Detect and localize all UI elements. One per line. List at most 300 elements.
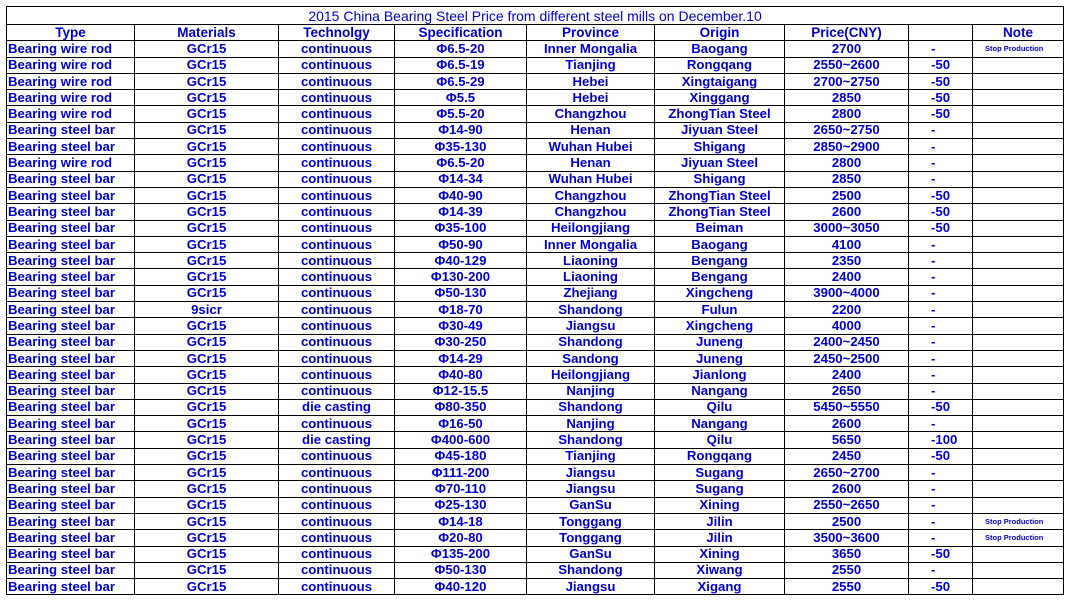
cell-province[interactable]: Nanjing <box>527 416 655 432</box>
header-change[interactable] <box>909 25 973 41</box>
cell-specification[interactable]: Φ35-100 <box>395 220 527 236</box>
cell-technology[interactable]: continuous <box>279 73 395 89</box>
cell-specification[interactable]: Φ16-50 <box>395 416 527 432</box>
cell-change[interactable]: -50 <box>909 187 973 203</box>
cell-specification[interactable]: Φ30-250 <box>395 334 527 350</box>
cell-technology[interactable]: continuous <box>279 236 395 252</box>
cell-specification[interactable]: Φ50-130 <box>395 562 527 578</box>
cell-technology[interactable]: continuous <box>279 302 395 318</box>
cell-origin[interactable]: Jilin <box>655 530 785 546</box>
cell-technology[interactable]: continuous <box>279 497 395 513</box>
cell-specification[interactable]: Φ14-18 <box>395 513 527 529</box>
header-materials[interactable]: Materials <box>135 25 279 41</box>
cell-price[interactable]: 2850 <box>785 90 909 106</box>
cell-change[interactable]: - <box>909 253 973 269</box>
cell-province[interactable]: Henan <box>527 155 655 171</box>
cell-type[interactable]: Bearing steel bar <box>7 334 135 350</box>
cell-province[interactable]: Shandong <box>527 302 655 318</box>
cell-note[interactable] <box>973 302 1064 318</box>
cell-note[interactable] <box>973 269 1064 285</box>
cell-material[interactable]: GCr15 <box>135 530 279 546</box>
cell-origin[interactable]: Sugang <box>655 465 785 481</box>
cell-type[interactable]: Bearing steel bar <box>7 350 135 366</box>
cell-type[interactable]: Bearing steel bar <box>7 367 135 383</box>
cell-change[interactable]: - <box>909 41 973 57</box>
header-type[interactable]: Type <box>7 25 135 41</box>
cell-change[interactable]: - <box>909 513 973 529</box>
cell-price[interactable]: 2700~2750 <box>785 73 909 89</box>
cell-province[interactable]: Liaoning <box>527 253 655 269</box>
cell-price[interactable]: 2550 <box>785 562 909 578</box>
cell-technology[interactable]: continuous <box>279 285 395 301</box>
cell-origin[interactable]: Xingtaigang <box>655 73 785 89</box>
cell-price[interactable]: 2450 <box>785 448 909 464</box>
cell-price[interactable]: 2500 <box>785 187 909 203</box>
cell-specification[interactable]: Φ400-600 <box>395 432 527 448</box>
cell-change[interactable]: - <box>909 139 973 155</box>
cell-origin[interactable]: Fulun <box>655 302 785 318</box>
cell-note[interactable] <box>973 383 1064 399</box>
cell-type[interactable]: Bearing steel bar <box>7 302 135 318</box>
cell-origin[interactable]: Xigang <box>655 579 785 595</box>
cell-material[interactable]: GCr15 <box>135 285 279 301</box>
cell-technology[interactable]: continuous <box>279 57 395 73</box>
cell-price[interactable]: 3900~4000 <box>785 285 909 301</box>
cell-change[interactable]: - <box>909 350 973 366</box>
cell-type[interactable]: Bearing wire rod <box>7 41 135 57</box>
cell-material[interactable]: GCr15 <box>135 399 279 415</box>
cell-technology[interactable]: continuous <box>279 269 395 285</box>
cell-material[interactable]: GCr15 <box>135 334 279 350</box>
cell-note[interactable] <box>973 122 1064 138</box>
cell-material[interactable]: 9sicr <box>135 302 279 318</box>
cell-price[interactable]: 3000~3050 <box>785 220 909 236</box>
cell-origin[interactable]: ZhongTian Steel <box>655 187 785 203</box>
cell-technology[interactable]: continuous <box>279 350 395 366</box>
cell-type[interactable]: Bearing steel bar <box>7 269 135 285</box>
cell-specification[interactable]: Φ6.5-20 <box>395 155 527 171</box>
cell-material[interactable]: GCr15 <box>135 579 279 595</box>
cell-change[interactable]: - <box>909 285 973 301</box>
cell-specification[interactable]: Φ14-90 <box>395 122 527 138</box>
cell-note[interactable] <box>973 546 1064 562</box>
header-note[interactable]: Note <box>973 25 1064 41</box>
cell-specification[interactable]: Φ5.5 <box>395 90 527 106</box>
cell-change[interactable]: - <box>909 269 973 285</box>
cell-price[interactable]: 2650~2750 <box>785 122 909 138</box>
cell-type[interactable]: Bearing steel bar <box>7 204 135 220</box>
cell-origin[interactable]: Xining <box>655 546 785 562</box>
cell-change[interactable]: - <box>909 481 973 497</box>
cell-province[interactable]: Jiangsu <box>527 579 655 595</box>
cell-material[interactable]: GCr15 <box>135 416 279 432</box>
cell-note[interactable] <box>973 399 1064 415</box>
cell-change[interactable]: -50 <box>909 90 973 106</box>
cell-price[interactable]: 2550 <box>785 579 909 595</box>
cell-province[interactable]: Shandong <box>527 432 655 448</box>
cell-price[interactable]: 5450~5550 <box>785 399 909 415</box>
cell-note[interactable] <box>973 367 1064 383</box>
cell-price[interactable]: 2550~2600 <box>785 57 909 73</box>
header-province[interactable]: Province <box>527 25 655 41</box>
cell-technology[interactable]: continuous <box>279 530 395 546</box>
cell-origin[interactable]: Qilu <box>655 399 785 415</box>
cell-type[interactable]: Bearing steel bar <box>7 318 135 334</box>
cell-province[interactable]: Tianjing <box>527 448 655 464</box>
cell-province[interactable]: GanSu <box>527 546 655 562</box>
cell-specification[interactable]: Φ35-130 <box>395 139 527 155</box>
cell-type[interactable]: Bearing steel bar <box>7 448 135 464</box>
cell-type[interactable]: Bearing steel bar <box>7 546 135 562</box>
cell-province[interactable]: Shandong <box>527 562 655 578</box>
cell-type[interactable]: Bearing steel bar <box>7 285 135 301</box>
cell-price[interactable]: 2850 <box>785 171 909 187</box>
cell-change[interactable]: - <box>909 334 973 350</box>
cell-technology[interactable]: continuous <box>279 579 395 595</box>
cell-material[interactable]: GCr15 <box>135 220 279 236</box>
cell-type[interactable]: Bearing wire rod <box>7 155 135 171</box>
cell-material[interactable]: GCr15 <box>135 57 279 73</box>
cell-origin[interactable]: Xingcheng <box>655 318 785 334</box>
cell-province[interactable]: Changzhou <box>527 187 655 203</box>
cell-price[interactable]: 2450~2500 <box>785 350 909 366</box>
cell-price[interactable]: 4100 <box>785 236 909 252</box>
cell-technology[interactable]: continuous <box>279 106 395 122</box>
cell-province[interactable]: Jiangsu <box>527 481 655 497</box>
cell-province[interactable]: GanSu <box>527 497 655 513</box>
cell-material[interactable]: GCr15 <box>135 318 279 334</box>
cell-price[interactable]: 2400 <box>785 367 909 383</box>
cell-type[interactable]: Bearing steel bar <box>7 432 135 448</box>
cell-technology[interactable]: die casting <box>279 432 395 448</box>
cell-material[interactable]: GCr15 <box>135 546 279 562</box>
cell-province[interactable]: Heilongjiang <box>527 367 655 383</box>
cell-origin[interactable]: Xingcheng <box>655 285 785 301</box>
cell-note[interactable] <box>973 106 1064 122</box>
cell-price[interactable]: 2800 <box>785 106 909 122</box>
cell-material[interactable]: GCr15 <box>135 122 279 138</box>
cell-specification[interactable]: Φ14-39 <box>395 204 527 220</box>
cell-province[interactable]: Zhejiang <box>527 285 655 301</box>
cell-type[interactable]: Bearing steel bar <box>7 171 135 187</box>
cell-type[interactable]: Bearing wire rod <box>7 106 135 122</box>
cell-specification[interactable]: Φ50-130 <box>395 285 527 301</box>
cell-change[interactable]: -50 <box>909 399 973 415</box>
cell-province[interactable]: Changzhou <box>527 106 655 122</box>
cell-province[interactable]: Jiangsu <box>527 318 655 334</box>
cell-change[interactable]: - <box>909 383 973 399</box>
cell-change[interactable]: - <box>909 416 973 432</box>
cell-note[interactable]: Stop Production <box>973 41 1064 57</box>
cell-technology[interactable]: continuous <box>279 204 395 220</box>
cell-specification[interactable]: Φ70-110 <box>395 481 527 497</box>
cell-specification[interactable]: Φ40-90 <box>395 187 527 203</box>
cell-technology[interactable]: continuous <box>279 187 395 203</box>
cell-change[interactable]: - <box>909 530 973 546</box>
cell-material[interactable]: GCr15 <box>135 236 279 252</box>
cell-technology[interactable]: continuous <box>279 481 395 497</box>
cell-note[interactable] <box>973 73 1064 89</box>
cell-note[interactable] <box>973 90 1064 106</box>
cell-specification[interactable]: Φ40-80 <box>395 367 527 383</box>
cell-change[interactable]: -50 <box>909 220 973 236</box>
cell-material[interactable]: GCr15 <box>135 187 279 203</box>
cell-note[interactable] <box>973 432 1064 448</box>
table-title[interactable]: 2015 China Bearing Steel Price from different steel mills on December.10 <box>7 7 1064 25</box>
cell-origin[interactable]: Shigang <box>655 171 785 187</box>
cell-technology[interactable]: continuous <box>279 562 395 578</box>
cell-change[interactable]: -50 <box>909 546 973 562</box>
cell-price[interactable]: 2350 <box>785 253 909 269</box>
cell-note[interactable] <box>973 465 1064 481</box>
cell-technology[interactable]: continuous <box>279 513 395 529</box>
cell-technology[interactable]: continuous <box>279 318 395 334</box>
cell-material[interactable]: GCr15 <box>135 90 279 106</box>
cell-material[interactable]: GCr15 <box>135 465 279 481</box>
cell-type[interactable]: Bearing steel bar <box>7 187 135 203</box>
cell-province[interactable]: Tonggang <box>527 530 655 546</box>
cell-type[interactable]: Bearing wire rod <box>7 90 135 106</box>
cell-price[interactable]: 2550~2650 <box>785 497 909 513</box>
cell-price[interactable]: 5650 <box>785 432 909 448</box>
cell-price[interactable]: 4000 <box>785 318 909 334</box>
cell-province[interactable]: Changzhou <box>527 204 655 220</box>
cell-change[interactable]: -50 <box>909 579 973 595</box>
cell-origin[interactable]: ZhongTian Steel <box>655 106 785 122</box>
cell-type[interactable]: Bearing steel bar <box>7 220 135 236</box>
cell-note[interactable] <box>973 187 1064 203</box>
cell-note[interactable] <box>973 448 1064 464</box>
cell-origin[interactable]: Beiman <box>655 220 785 236</box>
cell-origin[interactable]: Rongqang <box>655 448 785 464</box>
cell-province[interactable]: Henan <box>527 122 655 138</box>
header-specification[interactable]: Specification <box>395 25 527 41</box>
cell-specification[interactable]: Φ40-129 <box>395 253 527 269</box>
cell-province[interactable]: Liaoning <box>527 269 655 285</box>
cell-technology[interactable]: continuous <box>279 334 395 350</box>
cell-note[interactable] <box>973 155 1064 171</box>
cell-specification[interactable]: Φ111-200 <box>395 465 527 481</box>
cell-price[interactable]: 2800 <box>785 155 909 171</box>
cell-note[interactable] <box>973 285 1064 301</box>
cell-province[interactable]: Inner Mongalia <box>527 236 655 252</box>
cell-specification[interactable]: Φ6.5-20 <box>395 41 527 57</box>
cell-technology[interactable]: continuous <box>279 220 395 236</box>
cell-material[interactable]: GCr15 <box>135 432 279 448</box>
cell-change[interactable]: - <box>909 236 973 252</box>
cell-material[interactable]: GCr15 <box>135 350 279 366</box>
cell-change[interactable]: - <box>909 465 973 481</box>
cell-specification[interactable]: Φ30-49 <box>395 318 527 334</box>
cell-price[interactable]: 2500 <box>785 513 909 529</box>
cell-province[interactable]: Hebei <box>527 73 655 89</box>
cell-province[interactable]: Shandong <box>527 334 655 350</box>
cell-change[interactable]: -50 <box>909 106 973 122</box>
cell-note[interactable] <box>973 497 1064 513</box>
cell-technology[interactable]: die casting <box>279 399 395 415</box>
cell-origin[interactable]: Bengang <box>655 253 785 269</box>
cell-price[interactable]: 2600 <box>785 481 909 497</box>
cell-type[interactable]: Bearing steel bar <box>7 122 135 138</box>
cell-note[interactable] <box>973 481 1064 497</box>
cell-province[interactable]: Tianjing <box>527 57 655 73</box>
cell-technology[interactable]: continuous <box>279 383 395 399</box>
cell-material[interactable]: GCr15 <box>135 253 279 269</box>
cell-technology[interactable]: continuous <box>279 448 395 464</box>
cell-type[interactable]: Bearing steel bar <box>7 497 135 513</box>
cell-price[interactable]: 2850~2900 <box>785 139 909 155</box>
cell-technology[interactable]: continuous <box>279 122 395 138</box>
cell-technology[interactable]: continuous <box>279 90 395 106</box>
cell-technology[interactable]: continuous <box>279 41 395 57</box>
cell-change[interactable]: - <box>909 318 973 334</box>
cell-origin[interactable]: Rongqang <box>655 57 785 73</box>
cell-province[interactable]: Tonggang <box>527 513 655 529</box>
cell-change[interactable]: - <box>909 367 973 383</box>
cell-change[interactable]: - <box>909 497 973 513</box>
cell-type[interactable]: Bearing steel bar <box>7 513 135 529</box>
cell-specification[interactable]: Φ12-15.5 <box>395 383 527 399</box>
cell-origin[interactable]: Baogang <box>655 236 785 252</box>
cell-province[interactable]: Wuhan Hubei <box>527 139 655 155</box>
cell-change[interactable]: -50 <box>909 204 973 220</box>
cell-note[interactable] <box>973 334 1064 350</box>
cell-specification[interactable]: Φ80-350 <box>395 399 527 415</box>
cell-origin[interactable]: Nangang <box>655 383 785 399</box>
cell-material[interactable]: GCr15 <box>135 367 279 383</box>
cell-type[interactable]: Bearing steel bar <box>7 139 135 155</box>
cell-origin[interactable]: Xinggang <box>655 90 785 106</box>
cell-origin[interactable]: Baogang <box>655 41 785 57</box>
cell-type[interactable]: Bearing steel bar <box>7 465 135 481</box>
cell-origin[interactable]: Xining <box>655 497 785 513</box>
cell-origin[interactable]: Sugang <box>655 481 785 497</box>
cell-type[interactable]: Bearing steel bar <box>7 236 135 252</box>
cell-material[interactable]: GCr15 <box>135 73 279 89</box>
cell-province[interactable]: Hebei <box>527 90 655 106</box>
cell-change[interactable]: -50 <box>909 73 973 89</box>
cell-note[interactable] <box>973 220 1064 236</box>
cell-province[interactable]: Wuhan Hubei <box>527 171 655 187</box>
cell-origin[interactable]: Juneng <box>655 334 785 350</box>
cell-material[interactable]: GCr15 <box>135 269 279 285</box>
cell-type[interactable]: Bearing steel bar <box>7 562 135 578</box>
cell-origin[interactable]: Jilin <box>655 513 785 529</box>
cell-province[interactable]: Shandong <box>527 399 655 415</box>
cell-change[interactable]: - <box>909 302 973 318</box>
cell-note[interactable] <box>973 318 1064 334</box>
header-origin[interactable]: Origin <box>655 25 785 41</box>
cell-origin[interactable]: Nangang <box>655 416 785 432</box>
cell-origin[interactable]: ZhongTian Steel <box>655 204 785 220</box>
cell-material[interactable]: GCr15 <box>135 383 279 399</box>
cell-material[interactable]: GCr15 <box>135 448 279 464</box>
cell-type[interactable]: Bearing steel bar <box>7 383 135 399</box>
cell-origin[interactable]: Xiwang <box>655 562 785 578</box>
header-price[interactable]: Price(CNY) <box>785 25 909 41</box>
cell-material[interactable]: GCr15 <box>135 513 279 529</box>
cell-change[interactable]: -50 <box>909 448 973 464</box>
cell-price[interactable]: 2650~2700 <box>785 465 909 481</box>
cell-change[interactable]: - <box>909 122 973 138</box>
cell-technology[interactable]: continuous <box>279 155 395 171</box>
cell-material[interactable]: GCr15 <box>135 41 279 57</box>
cell-specification[interactable]: Φ45-180 <box>395 448 527 464</box>
cell-province[interactable]: Nanjing <box>527 383 655 399</box>
cell-type[interactable]: Bearing wire rod <box>7 73 135 89</box>
cell-type[interactable]: Bearing steel bar <box>7 579 135 595</box>
cell-note[interactable] <box>973 416 1064 432</box>
cell-material[interactable]: GCr15 <box>135 562 279 578</box>
cell-material[interactable]: GCr15 <box>135 204 279 220</box>
cell-specification[interactable]: Φ18-70 <box>395 302 527 318</box>
cell-price[interactable]: 3500~3600 <box>785 530 909 546</box>
cell-price[interactable]: 2650 <box>785 383 909 399</box>
cell-technology[interactable]: continuous <box>279 171 395 187</box>
cell-change[interactable]: - <box>909 562 973 578</box>
header-technology[interactable]: Technolgy <box>279 25 395 41</box>
cell-technology[interactable]: continuous <box>279 416 395 432</box>
cell-price[interactable]: 2600 <box>785 416 909 432</box>
cell-note[interactable] <box>973 139 1064 155</box>
cell-material[interactable]: GCr15 <box>135 155 279 171</box>
cell-technology[interactable]: continuous <box>279 546 395 562</box>
cell-specification[interactable]: Φ6.5-29 <box>395 73 527 89</box>
cell-material[interactable]: GCr15 <box>135 106 279 122</box>
cell-specification[interactable]: Φ20-80 <box>395 530 527 546</box>
cell-specification[interactable]: Φ14-29 <box>395 350 527 366</box>
cell-specification[interactable]: Φ25-130 <box>395 497 527 513</box>
cell-specification[interactable]: Φ5.5-20 <box>395 106 527 122</box>
cell-price[interactable]: 2400 <box>785 269 909 285</box>
cell-specification[interactable]: Φ135-200 <box>395 546 527 562</box>
cell-type[interactable]: Bearing wire rod <box>7 57 135 73</box>
cell-province[interactable]: Jiangsu <box>527 465 655 481</box>
cell-province[interactable]: Sandong <box>527 350 655 366</box>
cell-type[interactable]: Bearing steel bar <box>7 530 135 546</box>
cell-note[interactable] <box>973 236 1064 252</box>
cell-specification[interactable]: Φ40-120 <box>395 579 527 595</box>
cell-note[interactable]: Stop Production <box>973 513 1064 529</box>
cell-origin[interactable]: Jiyuan Steel <box>655 155 785 171</box>
cell-price[interactable]: 2200 <box>785 302 909 318</box>
cell-material[interactable]: GCr15 <box>135 497 279 513</box>
cell-note[interactable] <box>973 253 1064 269</box>
cell-type[interactable]: Bearing steel bar <box>7 253 135 269</box>
cell-origin[interactable]: Shigang <box>655 139 785 155</box>
cell-origin[interactable]: Juneng <box>655 350 785 366</box>
cell-origin[interactable]: Bengang <box>655 269 785 285</box>
cell-technology[interactable]: continuous <box>279 139 395 155</box>
cell-province[interactable]: Inner Mongalia <box>527 41 655 57</box>
cell-note[interactable] <box>973 57 1064 73</box>
cell-note[interactable]: Stop Production <box>973 530 1064 546</box>
cell-material[interactable]: GCr15 <box>135 139 279 155</box>
cell-note[interactable] <box>973 204 1064 220</box>
cell-technology[interactable]: continuous <box>279 367 395 383</box>
cell-note[interactable] <box>973 562 1064 578</box>
cell-material[interactable]: GCr15 <box>135 481 279 497</box>
cell-note[interactable] <box>973 171 1064 187</box>
cell-note[interactable] <box>973 350 1064 366</box>
cell-type[interactable]: Bearing steel bar <box>7 481 135 497</box>
cell-price[interactable]: 2400~2450 <box>785 334 909 350</box>
cell-change[interactable]: - <box>909 171 973 187</box>
cell-price[interactable]: 2600 <box>785 204 909 220</box>
cell-technology[interactable]: continuous <box>279 253 395 269</box>
cell-type[interactable]: Bearing steel bar <box>7 416 135 432</box>
cell-origin[interactable]: Jianlong <box>655 367 785 383</box>
